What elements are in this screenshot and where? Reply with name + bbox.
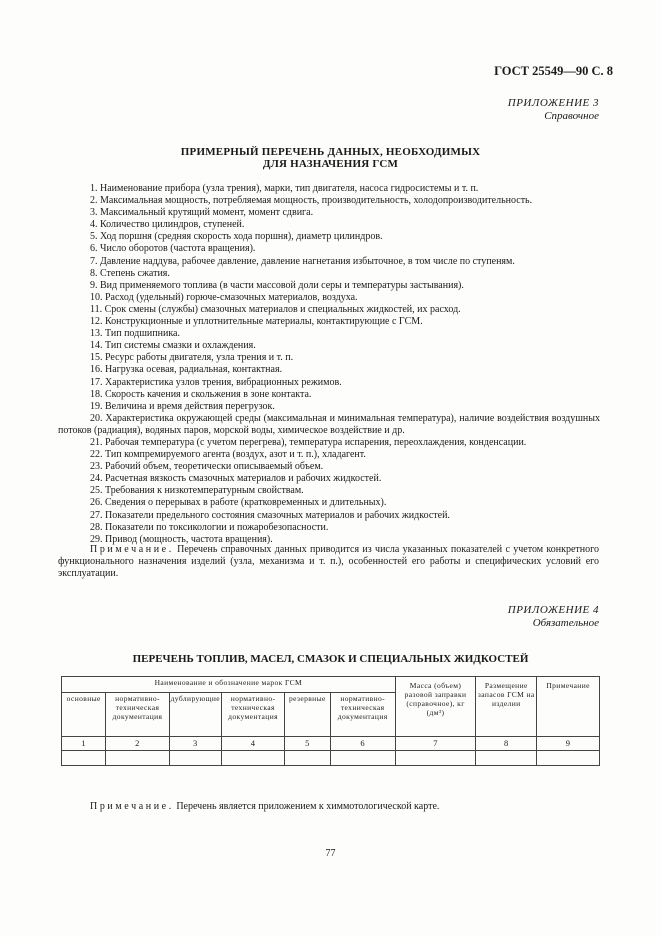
list-item: 2. Максимальная мощность, потребляемая мощность, производительность, холодопроизводительность. xyxy=(90,195,533,207)
note-2 xyxy=(90,801,439,812)
table-row xyxy=(62,751,600,766)
table-cell xyxy=(395,751,476,766)
note-2-text: Перечень является приложением к химмотологической карте. xyxy=(173,801,440,812)
document-header: ГОСТ 25549—90 С. 8 xyxy=(494,64,613,78)
table-column-number: 4 xyxy=(221,737,284,751)
table-cell xyxy=(330,751,395,766)
list-item: 19. Величина и время действия перегрузок. xyxy=(90,400,275,412)
table-subheader: нормативно-техническая документация xyxy=(221,693,284,737)
list-item: 16. Нагрузка осевая, радиальная, контактная. xyxy=(90,364,283,376)
list-item: 6. Число оборотов (частота вращения). xyxy=(90,243,256,255)
table-column-number: 6 xyxy=(330,737,395,751)
list-item: 28. Показатели по токсикологии и пожаробезопасности. xyxy=(90,521,329,533)
table-header-mass: Масса (объем) разовой заправки (справочное), кг (дм³) xyxy=(395,677,476,737)
section-title-1-line1: ПРИМЕРНЫЙ ПЕРЕЧЕНЬ ДАННЫХ, НЕОБХОДИМЫХ xyxy=(180,146,481,158)
list-item: 1. Наименование прибора (узла трения), марки, тип двигателя, насоса гидросистемы и т. п. xyxy=(90,183,479,194)
list-item: 5. Ход поршня (средняя скорость хода поршня), диаметр цилиндров. xyxy=(90,231,383,243)
appendix-3-name: ПРИЛОЖЕНИЕ 3 xyxy=(507,97,599,109)
fuels-table xyxy=(61,676,600,766)
appendix-3-kind: Справочное xyxy=(544,110,599,122)
list-item: 4. Количество цилиндров, ступеней. xyxy=(90,219,245,231)
list-item: 10. Расход (удельный) горюче-смазочных материалов, воздуха. xyxy=(90,291,358,303)
list-item: 26. Сведения о перерывах в работе (кратковременных и длительных). xyxy=(90,497,387,509)
data-items-list xyxy=(58,183,600,546)
list-item: 20. Характеристика окружающей среды (максимальная и минимальная температура), наличие воздействия воздушных потоков (радиация), водяных паров, морской воды, химическое воздействие и др. xyxy=(58,412,600,436)
table-subheader: нормативно-техническая документация xyxy=(330,693,395,737)
list-item: 25. Требования к низкотемпературным свойствам. xyxy=(90,485,304,497)
section-title-1 xyxy=(60,146,601,170)
list-item: 23. Рабочий объем, теоретически описываемый объем. xyxy=(90,461,324,473)
table-header-placement: Размещение запасов ГСМ на изделии xyxy=(476,677,537,737)
list-item: 9. Вид применяемого топлива (в части массовой доли серы и температуры застывания). xyxy=(90,279,464,291)
table-subheader: резервные xyxy=(285,693,331,737)
table-cell xyxy=(537,751,600,766)
table-column-number: 7 xyxy=(395,737,476,751)
appendix-4-label xyxy=(508,604,599,630)
list-item: 7. Давление наддува, рабочее давление, давление нагнетания избыточное, в том числе по ступеням. xyxy=(90,255,515,267)
list-item: 21. Рабочая температура (с учетом перегрева), температура испарения, переохлаждения, конденсации. xyxy=(90,436,527,448)
list-item: 27. Показатели предельного состояния смазочных материалов и рабочих жидкостей. xyxy=(90,509,450,521)
list-item: 17. Характеристика узлов трения, вибрационных режимов. xyxy=(90,376,342,388)
table-subheader: основные xyxy=(62,693,106,737)
list-item: 14. Тип системы смазки и охлаждения. xyxy=(90,340,256,352)
list-item: 13. Тип подшипника. xyxy=(90,328,180,340)
section-title-2: ПЕРЕЧЕНЬ ТОПЛИВ, МАСЕЛ, СМАЗОК И СПЕЦИАЛЬНЫХ ЖИДКОСТЕЙ xyxy=(132,653,529,665)
table-row xyxy=(62,737,600,751)
table-cell xyxy=(285,751,331,766)
table-cell xyxy=(62,751,106,766)
appendix-4-name: ПРИЛОЖЕНИЕ 4 xyxy=(507,604,599,616)
note-1-label: Примечание. xyxy=(90,544,174,555)
table-column-number: 5 xyxy=(285,737,331,751)
table-column-number: 3 xyxy=(169,737,221,751)
table-column-number: 1 xyxy=(62,737,106,751)
list-item: 12. Конструкционные и уплотнительные материалы, контактирующие с ГСМ. xyxy=(90,316,423,328)
appendix-3-label xyxy=(508,97,599,123)
list-item: 29. Привод (мощность, частота вращения). xyxy=(90,533,273,545)
note-1 xyxy=(58,544,599,580)
note-2-label: Примечание. xyxy=(90,801,174,812)
list-item: 8. Степень сжатия. xyxy=(90,267,170,279)
note-1-text: Перечень справочных данных приводится из числа указанных показателей с учетом конкретного функционального назначения изделий (узла, механизма и т. п.), особенностей его работы и специфических условий его эксплуатации. xyxy=(58,544,599,580)
table-column-number: 2 xyxy=(106,737,169,751)
table-cell xyxy=(106,751,169,766)
list-item: 11. Срок смены (службы) смазочных материалов и специальных жидкостей, их расход. xyxy=(90,303,461,315)
table-group-header: Наименование и обозначение марок ГСМ xyxy=(62,677,396,693)
table-cell xyxy=(169,751,221,766)
list-item: 22. Тип компремируемого агента (воздух, азот и т. п.), хладагент. xyxy=(90,449,366,461)
table-subheader: нормативно-техническая документация xyxy=(106,693,169,737)
list-item: 24. Расчетная вязкость смазочных материалов и рабочих жидкостей. xyxy=(90,473,382,485)
appendix-4-kind: Обязательное xyxy=(532,617,599,629)
section-title-1-line2: ДЛЯ НАЗНАЧЕНИЯ ГСМ xyxy=(262,158,399,170)
table-column-number: 9 xyxy=(537,737,600,751)
table-cell xyxy=(221,751,284,766)
list-item: 18. Скорость качения и скольжения в зоне контакта. xyxy=(90,388,312,400)
table-column-number: 8 xyxy=(476,737,537,751)
list-item: 15. Ресурс работы двигателя, узла трения и т. п. xyxy=(90,352,294,364)
page-number: 77 xyxy=(325,848,336,859)
table-subheader: дублирующие xyxy=(169,693,221,737)
list-item: 3. Максимальный крутящий момент, момент сдвига. xyxy=(90,207,314,219)
table-header-remark: Примечание xyxy=(537,677,600,737)
table-cell xyxy=(476,751,537,766)
